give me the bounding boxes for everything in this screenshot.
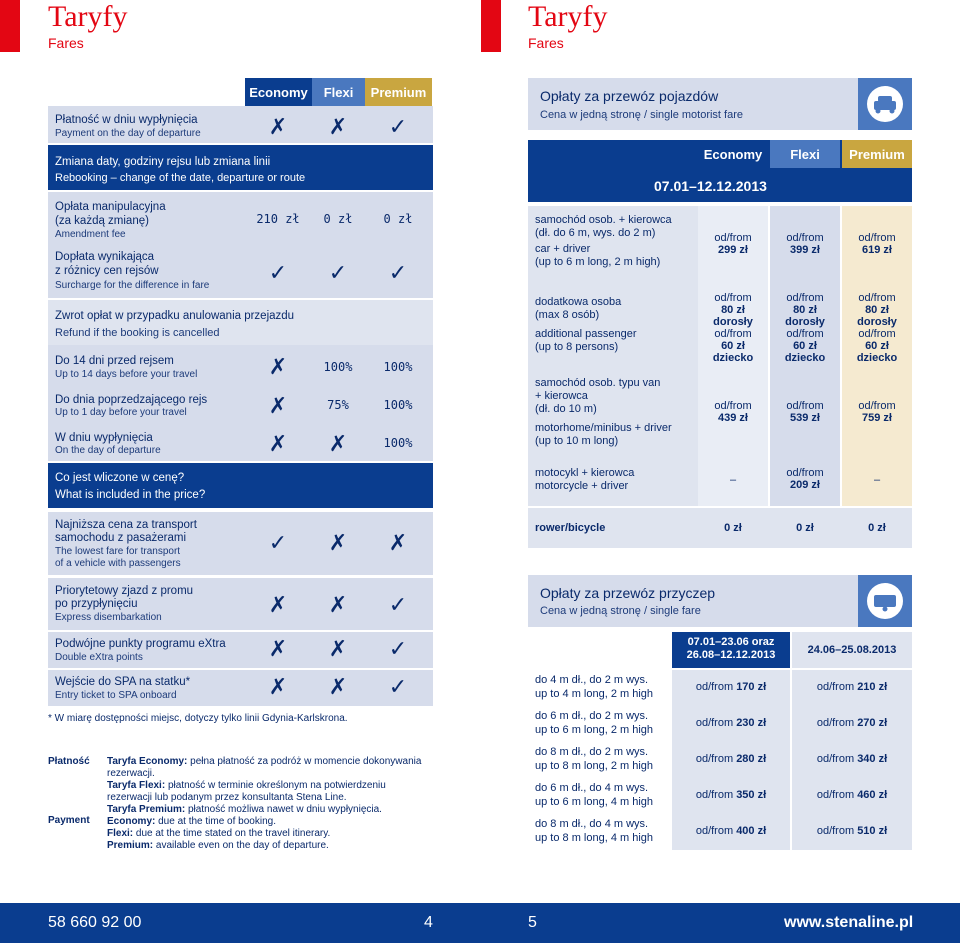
pay-day-en: Payment on the day of departure — [55, 128, 201, 139]
refund-row-pl: W dniu wypłynięcia — [55, 432, 153, 444]
included-row-pl: Podwójne punkty programu eXtra — [55, 638, 226, 650]
footnote: * W miarę dostępności miejsc, dotyczy tylko linii Gdynia-Karlskrona. — [48, 713, 348, 724]
price-cell: od/from 439 zł — [714, 400, 752, 424]
included-row — [48, 632, 433, 668]
price-cell: 0 zł — [868, 522, 886, 534]
refund-en: Refund if the booking is cancelled — [55, 327, 220, 339]
vehicle-label: samochód osob. + kierowca (dł. do 6 m, wys. do 2 m) car + driver (up to 6 m long, 2 m high) — [535, 214, 672, 268]
amendment-flexi: 0 zł — [323, 212, 353, 226]
included-row-en: Double eXtra points — [55, 652, 143, 663]
included0-economy: ✓ — [268, 530, 288, 555]
amendment-pl1: Opłata manipulacyjna — [55, 201, 166, 213]
included2-premium: ✓ — [388, 636, 408, 661]
payment-term: Premium: available even on the day of departure. — [107, 840, 329, 851]
included-row-en: Entry ticket to SPA onboard — [55, 690, 177, 701]
car-icon — [858, 78, 912, 130]
header-flexi: Flexi — [312, 78, 365, 106]
trailer-price: od/from 170 zł — [695, 681, 767, 693]
trailers-header — [528, 575, 912, 627]
included0-premium: ✗ — [388, 530, 408, 555]
payment-term: Taryfa Economy: pełna płatność za podróż w momencie dokonywania rezerwacji. — [107, 756, 422, 779]
amendment-economy: 210 zł — [256, 212, 300, 226]
page-number-right: 5 — [528, 914, 537, 931]
included-row-pl: Priorytetowy zjazd z promu — [55, 585, 194, 597]
rebooking-body — [48, 192, 433, 298]
included-row-pl: Wejście do SPA na statku* — [55, 676, 191, 688]
pay-day-row — [48, 106, 433, 143]
header-flexi: Flexi — [770, 140, 840, 168]
refund-row-en: Up to 14 days before your travel — [55, 369, 198, 380]
footer-bar — [0, 903, 960, 943]
page-title: Taryfy — [48, 0, 128, 33]
amendment-pl2: (za każdą zmianę) — [55, 215, 149, 227]
header-economy: Economy — [698, 140, 768, 168]
trailer-row: do 8 m dł., do 4 m wys. up to 8 m long, 4 m high — [535, 818, 654, 844]
red-accent-bar — [481, 0, 501, 52]
included-row — [48, 578, 433, 630]
refund1-economy: ✗ — [268, 393, 288, 418]
refund-row-en: Up to 1 day before your travel — [55, 407, 187, 418]
vehicles-subtitle: Cena w jedną stronę / single motorist fare — [540, 109, 743, 121]
trailer-row: do 6 m dł., do 2 m wys. up to 6 m long, 2 m high — [535, 710, 654, 736]
included3-premium: ✓ — [388, 674, 408, 699]
vehicle-label: dodatkowa osoba (max 8 osób) additional passenger (up to 8 persons) — [535, 296, 637, 353]
vehicles-header — [528, 78, 912, 130]
surcharge-pl1: Dopłata wynikająca — [55, 251, 155, 263]
refund-header — [48, 300, 433, 345]
included3-flexi: ✗ — [328, 674, 348, 699]
payment-en-label: Payment — [48, 815, 90, 826]
included1-flexi: ✗ — [328, 592, 348, 617]
refund1-flexi: 75% — [327, 398, 349, 412]
vehicles-title: Opłaty za przewóz pojazdów — [540, 88, 719, 104]
included-row-en: Express disembarkation — [55, 612, 162, 623]
included-row — [48, 670, 433, 706]
trailer-price: od/from 350 zł — [695, 789, 767, 801]
price-cell: od/from 209 zł — [786, 467, 824, 491]
payment-pl-label: Płatność — [48, 756, 90, 767]
included0-flexi: ✗ — [328, 530, 348, 555]
surcharge-economy-mark: ✓ — [268, 260, 288, 285]
trailer-row: do 6 m dł., do 4 m wys. up to 6 m long, 4 m high — [535, 782, 654, 808]
included-row-en2: of a vehicle with passengers — [55, 558, 181, 569]
payment-term: Economy: due at the time of booking. — [107, 816, 276, 827]
trailer-price: od/from 280 zł — [695, 753, 767, 765]
price-cell: od/from 80 zł dorosły od/from 60 zł dziecko — [712, 292, 754, 364]
pay-day-pl: Płatność w dniu wypłynięcia — [55, 114, 198, 126]
refund-pl: Zwrot opłat w przypadku anulowania przejazdu — [55, 310, 295, 322]
included-row-en: The lowest fare for transport — [55, 546, 181, 557]
payment-terms — [107, 756, 427, 852]
included-row-pl2: po przypłynięciu — [55, 598, 138, 610]
trailers-subtitle: Cena w jedną stronę / single fare — [540, 605, 701, 617]
refund-row-pl: Do dnia poprzedzającego rejs — [55, 394, 208, 406]
rebooking-pl: Zmiana daty, godziny rejsu lub zmiana linii — [55, 156, 271, 168]
included2-flexi: ✗ — [328, 636, 348, 661]
price-cell: od/from 539 zł — [786, 400, 824, 424]
refund0-flexi: ✗ — [328, 431, 348, 456]
pay-day-flexi-mark: ✗ — [328, 114, 348, 139]
page-number-left: 4 — [424, 914, 433, 931]
price-cell: 0 zł — [796, 522, 814, 534]
surcharge-flexi-mark: ✓ — [328, 260, 348, 285]
price-cell: od/from 80 zł dorosły od/from 60 zł dziecko — [856, 292, 898, 364]
trailer-header-period1: 07.01–23.06 oraz 26.08–12.12.2013 — [672, 632, 790, 668]
amendment-premium: 0 zł — [383, 212, 413, 226]
rebooking-header — [48, 145, 433, 190]
included1-premium: ✓ — [388, 592, 408, 617]
price-cell: 0 zł — [724, 522, 742, 534]
price-cell: od/from 619 zł — [858, 232, 896, 256]
surcharge-pl2: z różnicy cen rejsów — [55, 265, 159, 277]
refund1-premium: 100% — [383, 398, 413, 412]
included-row — [48, 512, 433, 575]
included-header — [48, 463, 433, 508]
trailer-price: od/from 510 zł — [816, 825, 888, 837]
refund-row-pl: Do 14 dni przed rejsem — [55, 355, 174, 367]
price-cell: od/from 759 zł — [858, 400, 896, 424]
trailer-row: do 4 m dł., do 2 m wys. up to 4 m long, 2 m high — [535, 674, 654, 700]
price-cell: – — [729, 474, 737, 486]
trailer-price: od/from 340 zł — [816, 753, 888, 765]
refund-row-en: On the day of departure — [55, 445, 161, 456]
included-row-pl: Najniższa cena za transport — [55, 519, 197, 531]
price-cell: od/from 299 zł — [714, 232, 752, 256]
refund14-economy: ✗ — [268, 354, 288, 379]
included3-economy: ✗ — [268, 674, 288, 699]
payment-term: Taryfa Flexi: płatność w terminie określonym na potwierdzeniu rezerwacji lub podanym przez konsultanta Stena Line. — [107, 780, 386, 803]
amendment-en: Amendment fee — [55, 229, 126, 240]
footer-phone: 58 660 92 00 — [48, 914, 142, 931]
header-premium: Premium — [842, 140, 912, 168]
trailer-price: od/from 400 zł — [695, 825, 767, 837]
refund0-economy: ✗ — [268, 431, 288, 456]
price-cell: od/from 399 zł — [786, 232, 824, 256]
refund14-premium: 100% — [383, 360, 413, 374]
header-premium: Premium — [365, 78, 432, 106]
pay-day-economy-mark: ✗ — [268, 114, 288, 139]
price-cell: od/from 80 zł dorosły od/from 60 zł dziecko — [784, 292, 826, 364]
trailer-price: od/from 460 zł — [816, 789, 888, 801]
trailers-title: Opłaty za przewóz przyczep — [540, 585, 716, 601]
trailer-price: od/from 230 zł — [695, 717, 767, 729]
vehicles-period: 07.01–12.12.2013 — [654, 178, 767, 194]
payment-term: Flexi: due at the time stated on the travel itinerary. — [107, 828, 331, 839]
vehicle-label: motocykl + kierowca motorcycle + driver — [535, 467, 635, 492]
included1-economy: ✗ — [268, 592, 288, 617]
refund14-flexi: 100% — [323, 360, 353, 374]
trailer-header-period2: 24.06–25.08.2013 — [792, 632, 912, 668]
header-economy: Economy — [245, 78, 312, 106]
vehicle-label: rower/bicycle — [535, 522, 606, 534]
payment-term: Taryfa Premium: płatność możliwa nawet w dniu wypłynięcia. — [107, 804, 382, 815]
footer-url[interactable]: www.stenaline.pl — [784, 914, 914, 931]
trailer-row: do 8 m dł., do 2 m wys. up to 8 m long, 2 m high — [535, 746, 654, 772]
trailer-price: od/from 270 zł — [816, 717, 888, 729]
price-cell: – — [873, 474, 881, 486]
rebooking-en: Rebooking – change of the date, departure or route — [55, 172, 306, 184]
surcharge-premium-mark: ✓ — [388, 260, 408, 285]
trailer-icon — [858, 575, 912, 627]
included-pl: Co jest wliczone w cenę? — [55, 472, 185, 484]
page-title: Taryfy — [528, 0, 608, 33]
surcharge-en: Surcharge for the difference in fare — [55, 280, 210, 291]
refund0-premium: 100% — [383, 436, 413, 450]
included-row-pl2: samochodu z pasażerami — [55, 532, 187, 544]
page-subtitle: Fares — [528, 35, 564, 51]
trailer-price: od/from 210 zł — [816, 681, 888, 693]
vehicle-label: samochód osob. typu van + kierowca (dł. do 10 m) motorhome/minibus + driver (up to 10 m long) — [535, 377, 672, 447]
included2-economy: ✗ — [268, 636, 288, 661]
red-accent-bar — [0, 0, 20, 52]
included-en: What is included in the price? — [55, 489, 206, 501]
pay-day-premium-mark: ✓ — [388, 114, 408, 139]
page-subtitle: Fares — [48, 35, 84, 51]
